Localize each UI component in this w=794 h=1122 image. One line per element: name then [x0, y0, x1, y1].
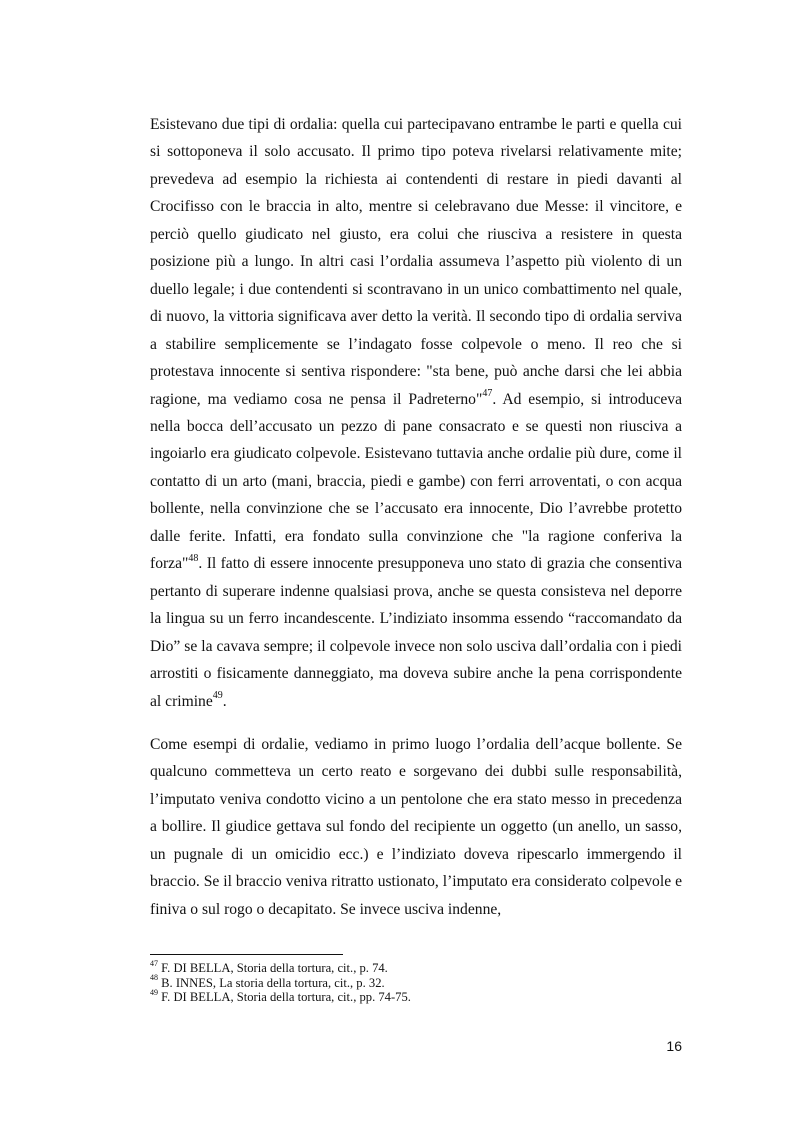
- footnote-number: 49: [150, 987, 158, 997]
- footnote: [150, 973, 682, 991]
- footnote-reference[interactable]: 49: [212, 690, 223, 702]
- footnote-number: 47: [150, 958, 158, 968]
- footnote-divider: [150, 954, 343, 955]
- footnote-text: F. DI BELLA, Storia della tortura, cit., p. 74.: [158, 961, 388, 975]
- page-number: 16: [666, 1038, 682, 1054]
- footnote: [150, 958, 682, 976]
- footnote-text: F. DI BELLA, Storia della tortura, cit., pp. 74-75.: [158, 990, 411, 1004]
- footnote-number: 48: [150, 973, 158, 983]
- body-paragraph: Come esempi di ordalie, vediamo in primo luogo l’ordalia dell’acque bollente. Se qualcuno commetteva un certo reato e sorgevano dei dubbi sulle responsabilità, l’imputato veniva condotto vicino a un pentolone che era stato messo in precedenza a bollire. Il giudice gettava sul fondo del recipiente un oggetto (un anello, un sasso, un pugnale di un omicidio ecc.) e l’indiziato doveva ripescarlo immergendo il braccio. Se il braccio veniva ritratto ustionato, l’imputato era considerato colpevole e finiva o sul rogo o decapitato. Se invece usciva indenne,: [150, 736, 682, 918]
- paragraph-text: .: [222, 692, 227, 710]
- paragraph-text: . Ad esempio, si introduceva nella bocca dell’accusato un pezzo di pane consacrato e se questi non riusciva a ingoiarlo era giudicato colpevole. Esistevano tuttavia anche ordalie più dure, come il contatto di un arto (mani, braccia, piedi e gambe) con ferri arroventati, o con acqua bollente, nella convinzione che se l’accusato era innocente, Dio l’avrebbe protetto dalle ferite. Infatti, era fondato sulla convinzione che "la ragione conferiva la forza": [150, 390, 683, 573]
- footnotes-list: [150, 958, 682, 1005]
- body-paragraph: [150, 111, 682, 715]
- footnote-reference[interactable]: 47: [482, 388, 493, 400]
- footnote-text: B. INNES, La storia della tortura, cit., p. 32.: [158, 975, 385, 990]
- footnote-reference[interactable]: 48: [188, 553, 199, 565]
- footnote: [150, 987, 682, 1005]
- paragraph-text: Esistevano due tipi di ordalia: quella cui partecipavano entrambe le parti e quella cui si sottoponeva il solo accusato. Il primo tipo poteva rivelarsi relativamente mite; prevedeva ad esempio la richiesta ai contendenti di restare in piedi davanti al Crocifisso con le braccia in alto, mentre si celebravano due Messe: il vincitore, e perciò quello giudicato nel giusto, era colui che riusciva a resistere in questa posizione più a lungo. In altri casi l’ordalia assumeva l’aspetto più violento di un duello legale; i due contendenti si scontravano in un unico combattimento nel quale, di nuovo, la vittoria significava aver detto la verità. Il secondo tipo di ordalia serviva a stabilire semplicemente se l’indagato fosse colpevole o meno. Il reo che si protestava innocente si sentiva rispondere: "sta bene, può anche darsi che lei abbia ragione, ma vediamo cosa ne pensa il Padreterno": [150, 116, 682, 408]
- paragraph-text: . Il fatto di essere innocente presupponeva uno stato di grazia che consentiva pertanto di superare indenne qualsiasi prova, anche se questa consisteva nel deporre la lingua su un ferro incandescente. L’indiziato insomma essendo “raccomandato da Dio” se la cavava sempre; il colpevole invece non solo usciva dall’ordalia con i piedi arrostiti o fisicamente danneggiato, ma doveva subire anche la pena corrispondente al crimine: [150, 555, 682, 710]
